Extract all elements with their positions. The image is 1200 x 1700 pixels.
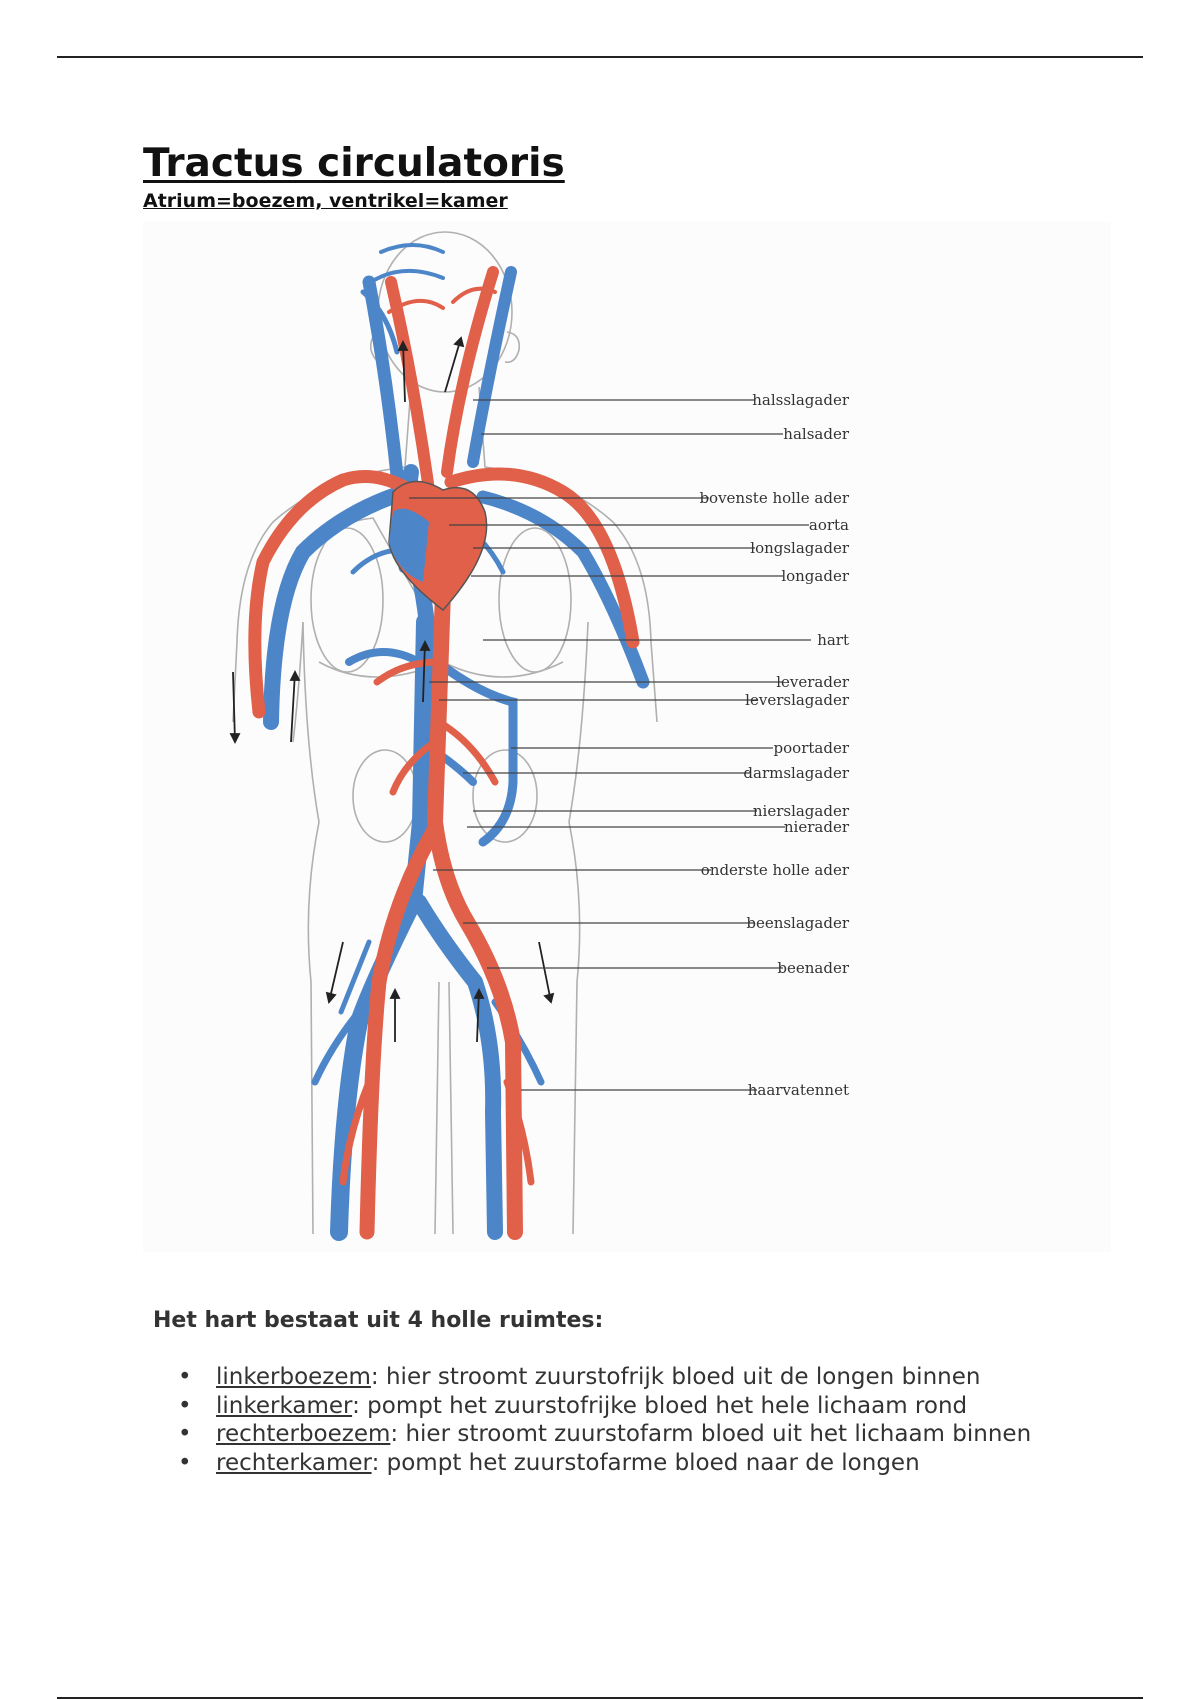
circulation-diagram [143, 222, 1111, 1252]
label-halsader: halsader [783, 425, 849, 443]
list-item [178, 1420, 1058, 1449]
chamber-term: linkerkamer [216, 1392, 353, 1419]
label-leverslagader: leverslagader [745, 691, 849, 709]
list-item [178, 1392, 1058, 1421]
heart-illustration [389, 481, 487, 610]
label-leverader: leverader [776, 673, 849, 691]
bottom-rule [57, 1697, 1143, 1699]
label-hart: hart [817, 631, 849, 649]
label-halsslagader: halsslagader [752, 391, 849, 409]
label-nierslagader: nierslagader [752, 802, 849, 820]
label-beenslagader: beenslagader [746, 914, 849, 932]
list-item [178, 1449, 1058, 1478]
page-subtitle: Atrium=boezem, ventrikel=kamer [143, 190, 508, 212]
heart-chambers-heading: Het hart bestaat uit 4 holle ruimtes: [153, 1308, 604, 1333]
chamber-description: : hier stroomt zuurstofrijk bloed uit de longen binnen [370, 1364, 981, 1390]
label-longslagader: longslagader [750, 539, 849, 557]
label-longader: longader [781, 567, 849, 585]
chamber-term: linkerboezem [216, 1364, 371, 1390]
top-rule [57, 56, 1143, 58]
chamber-description: : hier stroomt zuurstofarm bloed uit het lichaam binnen [390, 1421, 1032, 1447]
page-title: Tractus circulatoris [143, 141, 565, 186]
chamber-term: rechterkamer [216, 1449, 372, 1476]
label-bovenste-holle-ader: bovenste holle ader [699, 489, 849, 507]
diagram-labels [699, 391, 849, 1099]
chamber-description: : pompt het zuurstofarme bloed naar de longen [371, 1449, 920, 1476]
label-nierader: nierader [783, 818, 849, 836]
list-item [178, 1363, 1058, 1392]
label-onderste-holle-ader: onderste holle ader [700, 861, 849, 879]
circulation-diagram-svg [143, 222, 1111, 1252]
label-poortader: poortader [773, 739, 849, 757]
label-haarvatennet: haarvatennet [747, 1081, 849, 1099]
label-aorta: aorta [808, 516, 849, 534]
chamber-description: : pompt het zuurstofrijke bloed het hele lichaam rond [352, 1392, 968, 1419]
label-beenader: beenader [777, 959, 849, 977]
heart-chambers-list [178, 1363, 1058, 1477]
chamber-term: rechterboezem [216, 1421, 391, 1447]
label-darmslagader: darmslagader [743, 764, 849, 782]
